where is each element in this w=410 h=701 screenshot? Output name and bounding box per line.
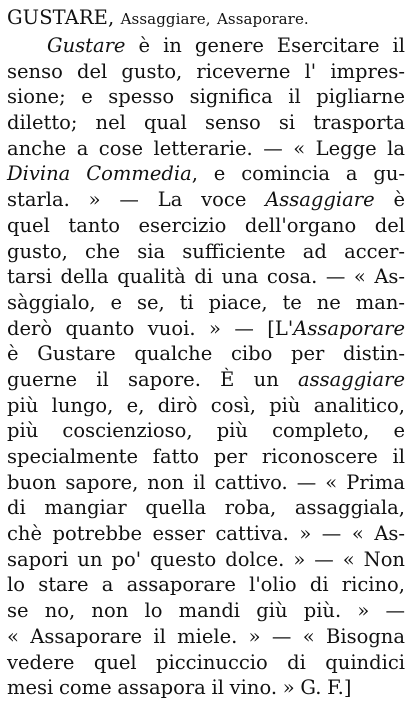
text-run: diletto; nel qual senso si trasporta <box>7 111 405 135</box>
italic-term: Divina Commedia <box>7 162 192 186</box>
text-line <box>7 495 405 521</box>
text-run: più lungo, e, dirò così, più analitico, <box>7 393 405 417</box>
text-run: quel tanto esercizio dell'organo del <box>7 213 405 237</box>
text-run: gusto, che sia sufficiente ad accer- <box>7 239 405 263</box>
text-line <box>7 33 405 59</box>
text-run: è in genere Esercitare il <box>125 34 405 57</box>
synonym-assaggiare: Assaggiare, <box>120 10 211 28</box>
text-run: mesi come assapora il vino. » G. F.] <box>7 676 352 700</box>
text-run: più coscienzioso, più completo, e <box>7 419 405 443</box>
italic-term: Gustare <box>47 34 126 57</box>
text-run: di mangiar quella roba, assaggiala, <box>7 496 405 520</box>
text-line <box>7 521 405 547</box>
text-run: anche a cose letterarie. — « Legge la <box>7 136 405 160</box>
text-line <box>7 264 405 290</box>
italic-term: assaggiare <box>298 367 405 391</box>
text-line <box>7 393 405 419</box>
text-line <box>7 367 405 393</box>
text-line <box>7 470 405 496</box>
text-line <box>7 598 405 624</box>
text-run: sàggialo, e se, ti piace, te ne man- <box>7 290 405 314</box>
text-line <box>7 675 405 701</box>
text-line <box>7 341 405 367</box>
text-line <box>7 110 405 136</box>
italic-term: Assaporare <box>293 316 405 340</box>
text-run: chè potrebbe esser cattiva. » — « As- <box>7 522 405 546</box>
text-run: guerne il sapore. È un <box>7 367 299 391</box>
text-line <box>7 650 405 676</box>
text-run: sapori un po' questo dolce. » — « Non <box>7 547 405 571</box>
text-run: è Gustare qualche cibo per distin- <box>7 342 405 366</box>
text-run: buon sapore, non il cattivo. — « Prima <box>7 470 405 494</box>
text-line <box>7 418 405 444</box>
text-line <box>7 624 405 650</box>
text-run: « Assaporare il miele. » — « Bisogna <box>7 624 405 648</box>
text-line <box>7 444 405 470</box>
text-line <box>7 239 405 265</box>
text-run: è <box>374 188 405 212</box>
text-line <box>7 316 405 342</box>
text-run: derò quanto vuoi. » — [L' <box>7 316 294 340</box>
text-run: senso del gusto, riceverne l' impres- <box>7 59 405 83</box>
text-line <box>7 161 405 187</box>
text-run: specialmente fatto per riconoscere il <box>7 445 405 468</box>
text-line <box>7 290 405 316</box>
text-run: tarsi della qualità di una cosa. — « As- <box>7 265 405 289</box>
text-line <box>7 84 405 110</box>
text-run: starla. » — La voce <box>7 188 266 212</box>
synonym-assaporare: Assaporare. <box>216 10 309 28</box>
text-line <box>7 136 405 162</box>
text-run: vedere quel piccinuccio di quindici <box>7 650 405 674</box>
entry-body <box>7 33 405 701</box>
text-line <box>7 547 405 573</box>
text-line <box>7 59 405 85</box>
text-line <box>7 213 405 239</box>
text-run: , e comincia a gu- <box>191 162 405 186</box>
text-run: sione; e spesso significa il pigliarne <box>7 85 405 109</box>
headword: GUSTARE, <box>7 6 115 29</box>
entry-heading <box>7 5 309 32</box>
italic-term: Assaggiare <box>265 188 375 212</box>
text-line <box>7 572 405 598</box>
text-line <box>7 187 405 213</box>
text-run: se no, non lo mandi giù più. » — <box>7 599 405 623</box>
text-run: lo stare a assaporare l'olio di ricino, <box>7 573 405 597</box>
